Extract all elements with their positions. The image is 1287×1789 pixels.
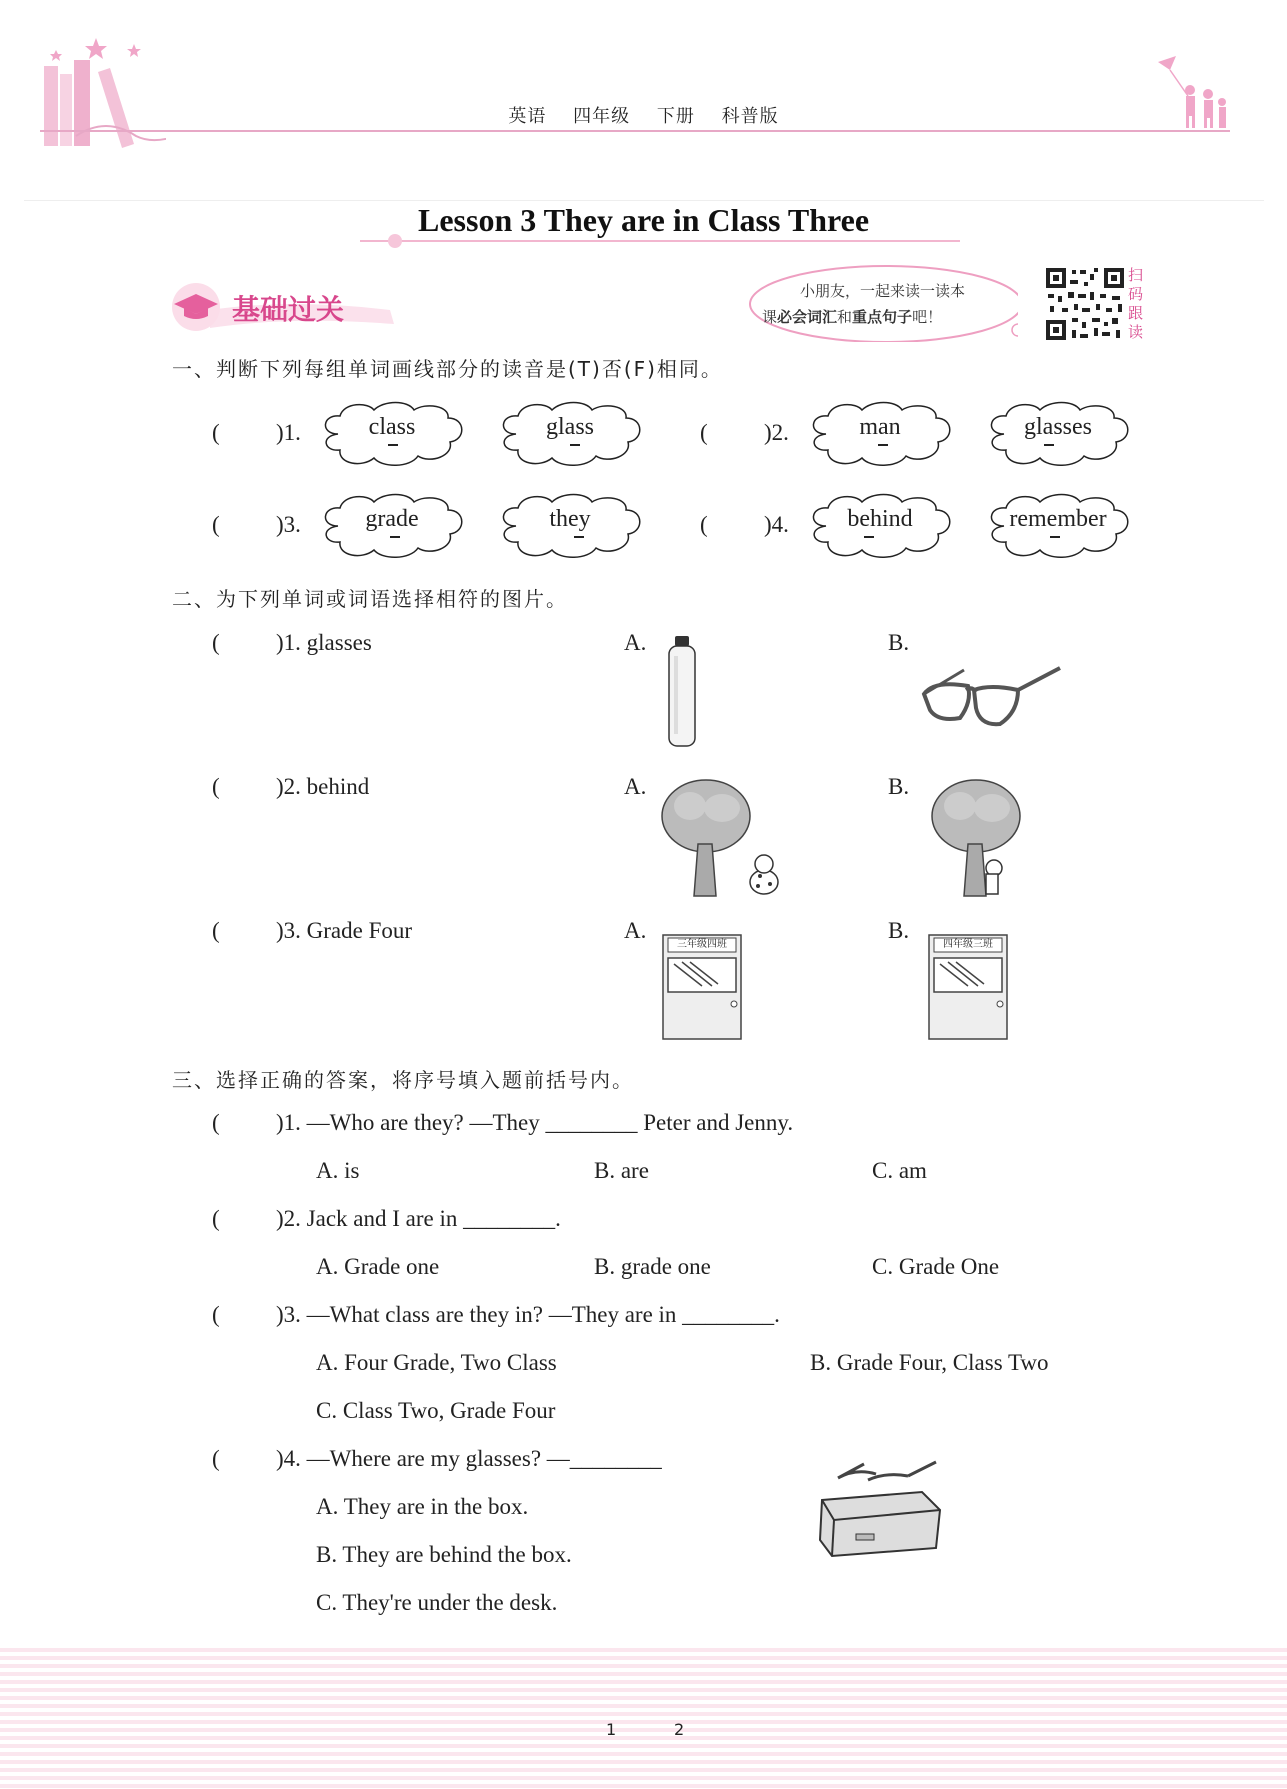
option-b[interactable]: B. They are behind the box. (316, 1542, 572, 1567)
option-c[interactable]: C. Class Two, Grade Four (316, 1398, 556, 1423)
option-b[interactable]: B. are (594, 1158, 649, 1183)
question-number: )1. (276, 420, 301, 445)
sound-underline (574, 536, 584, 538)
question-number: )4. (764, 512, 789, 537)
word-cloud (984, 492, 1132, 560)
answer-paren[interactable]: ( (212, 512, 220, 537)
bubble-bold-vocab: 必会词汇 (777, 308, 838, 326)
answer-paren[interactable]: ( (212, 1110, 220, 1135)
option-a[interactable]: A. Grade one (316, 1254, 440, 1279)
word-cloud (318, 400, 466, 468)
answer-paren[interactable]: ( (700, 512, 708, 537)
tree-dog-behind-icon[interactable] (928, 778, 1028, 902)
sound-underline (570, 444, 580, 446)
sound-underline (1050, 536, 1060, 538)
sound-underline (878, 444, 888, 446)
cloud-word: remember (1009, 506, 1107, 532)
section3-heading: 三、选择正确的答案，将序号填入题前括号内。 (172, 1068, 634, 1092)
word-cloud (806, 400, 954, 468)
bubble-text-part: 课 (762, 308, 778, 326)
sound-underline (388, 444, 398, 446)
answer-paren[interactable]: ( (700, 420, 708, 445)
section-badge (170, 280, 400, 332)
grade-label: 四年级 (573, 106, 631, 127)
option-a-label: A. (624, 630, 647, 655)
question-text: )3. Grade Four (276, 918, 413, 943)
answer-paren[interactable]: ( (212, 1206, 220, 1231)
page-number-right: 2 (674, 1720, 685, 1739)
bubble-bold-sentences: 重点句子 (852, 308, 913, 326)
answer-paren[interactable]: ( (212, 774, 220, 799)
section2-heading: 二、为下列单词或词语选择相符的图片。 (172, 587, 568, 611)
title-dot-icon (388, 234, 402, 248)
answer-paren[interactable]: ( (212, 918, 220, 943)
option-c[interactable]: C. They're under the desk. (316, 1590, 558, 1615)
option-a[interactable]: A. They are in the box. (316, 1494, 529, 1519)
cloud-word: class (368, 414, 416, 440)
question-number: )3. (276, 512, 301, 537)
classroom-door-b[interactable] (928, 934, 1008, 1040)
page-footer (0, 1648, 1287, 1789)
scan-char: 跟 (1128, 304, 1144, 322)
scan-char: 读 (1128, 323, 1144, 341)
box-with-glasses-icon (816, 1460, 946, 1560)
sound-underline (1044, 444, 1054, 446)
qr-code-icon[interactable] (1044, 266, 1126, 342)
bubble-text-part: 吧！ (912, 308, 943, 326)
header-rule (40, 130, 1230, 132)
option-c[interactable]: C. Grade One (872, 1254, 1000, 1279)
water-bottle-icon[interactable] (666, 632, 698, 750)
scan-char: 码 (1128, 285, 1144, 303)
option-a-label: A. (624, 918, 647, 943)
question-text: )2. Jack and I are in ________. (276, 1206, 561, 1231)
word-cloud (806, 492, 954, 560)
answer-paren[interactable]: ( (212, 630, 220, 655)
question-text: )3. —What class are they in? —They are in ________. (276, 1302, 780, 1327)
cloud-word: they (549, 506, 591, 532)
word-cloud (984, 400, 1132, 468)
question-text: )1. —Who are they? —They ________ Peter and Jenny. (276, 1110, 794, 1135)
bubble-line1: 小朋友，一起来读一读本 (800, 282, 966, 300)
option-c[interactable]: C. am (872, 1158, 927, 1183)
option-a-label: A. (624, 774, 647, 799)
question-text: )1. glasses (276, 630, 372, 655)
option-b-label: B. (888, 630, 910, 655)
cloud-word: grade (365, 506, 419, 532)
answer-paren[interactable]: ( (212, 1446, 220, 1471)
scan-to-read-label[interactable] (1128, 266, 1148, 342)
option-a[interactable]: A. is (316, 1158, 360, 1183)
cloud-word: man (859, 414, 901, 440)
option-b-label: B. (888, 774, 910, 799)
answer-paren[interactable]: ( (212, 420, 220, 445)
book-info (0, 102, 1287, 128)
sound-underline (390, 536, 400, 538)
section1-heading: 一、判断下列每组单词画线部分的读音是(T)否(F)相同。 (172, 357, 723, 381)
subject-label: 英语 (508, 106, 547, 127)
option-b[interactable]: B. grade one (594, 1254, 711, 1279)
glasses-icon[interactable] (920, 660, 1066, 728)
sound-underline (864, 536, 874, 538)
option-a[interactable]: A. Four Grade, Two Class (316, 1350, 557, 1375)
badge-label: 基础过关 (232, 293, 345, 326)
door-sign: 四年级三班 (943, 939, 993, 950)
cloud-word: glass (546, 414, 594, 440)
books-decoration-icon (36, 36, 166, 152)
classroom-door-a[interactable] (662, 934, 742, 1040)
tree-dog-beside-icon[interactable] (660, 778, 790, 902)
answer-paren[interactable]: ( (212, 1302, 220, 1327)
title-underline (360, 240, 960, 242)
door-sign: 三年级四班 (677, 939, 727, 950)
page-title: Lesson 3 They are in Class Three (417, 202, 870, 238)
cloud-word: glasses (1024, 414, 1092, 440)
word-cloud (496, 400, 644, 468)
volume-label: 下册 (656, 106, 695, 127)
header-separator (24, 200, 1264, 201)
edition-label: 科普版 (721, 106, 779, 127)
word-cloud (318, 492, 466, 560)
option-b-label: B. (888, 918, 910, 943)
page-number-left: 1 (606, 1720, 617, 1739)
scan-char: 扫 (1128, 266, 1144, 284)
word-cloud (496, 492, 644, 560)
question-number: )2. (764, 420, 789, 445)
option-b[interactable]: B. Grade Four, Class Two (810, 1350, 1049, 1375)
bubble-line2 (762, 306, 942, 327)
cloud-word: behind (847, 506, 913, 532)
bubble-text-part: 和 (837, 308, 853, 326)
question-text: )4. —Where are my glasses? —________ (276, 1446, 662, 1471)
speech-bubble-icon (748, 262, 1018, 342)
question-text: )2. behind (276, 774, 370, 799)
